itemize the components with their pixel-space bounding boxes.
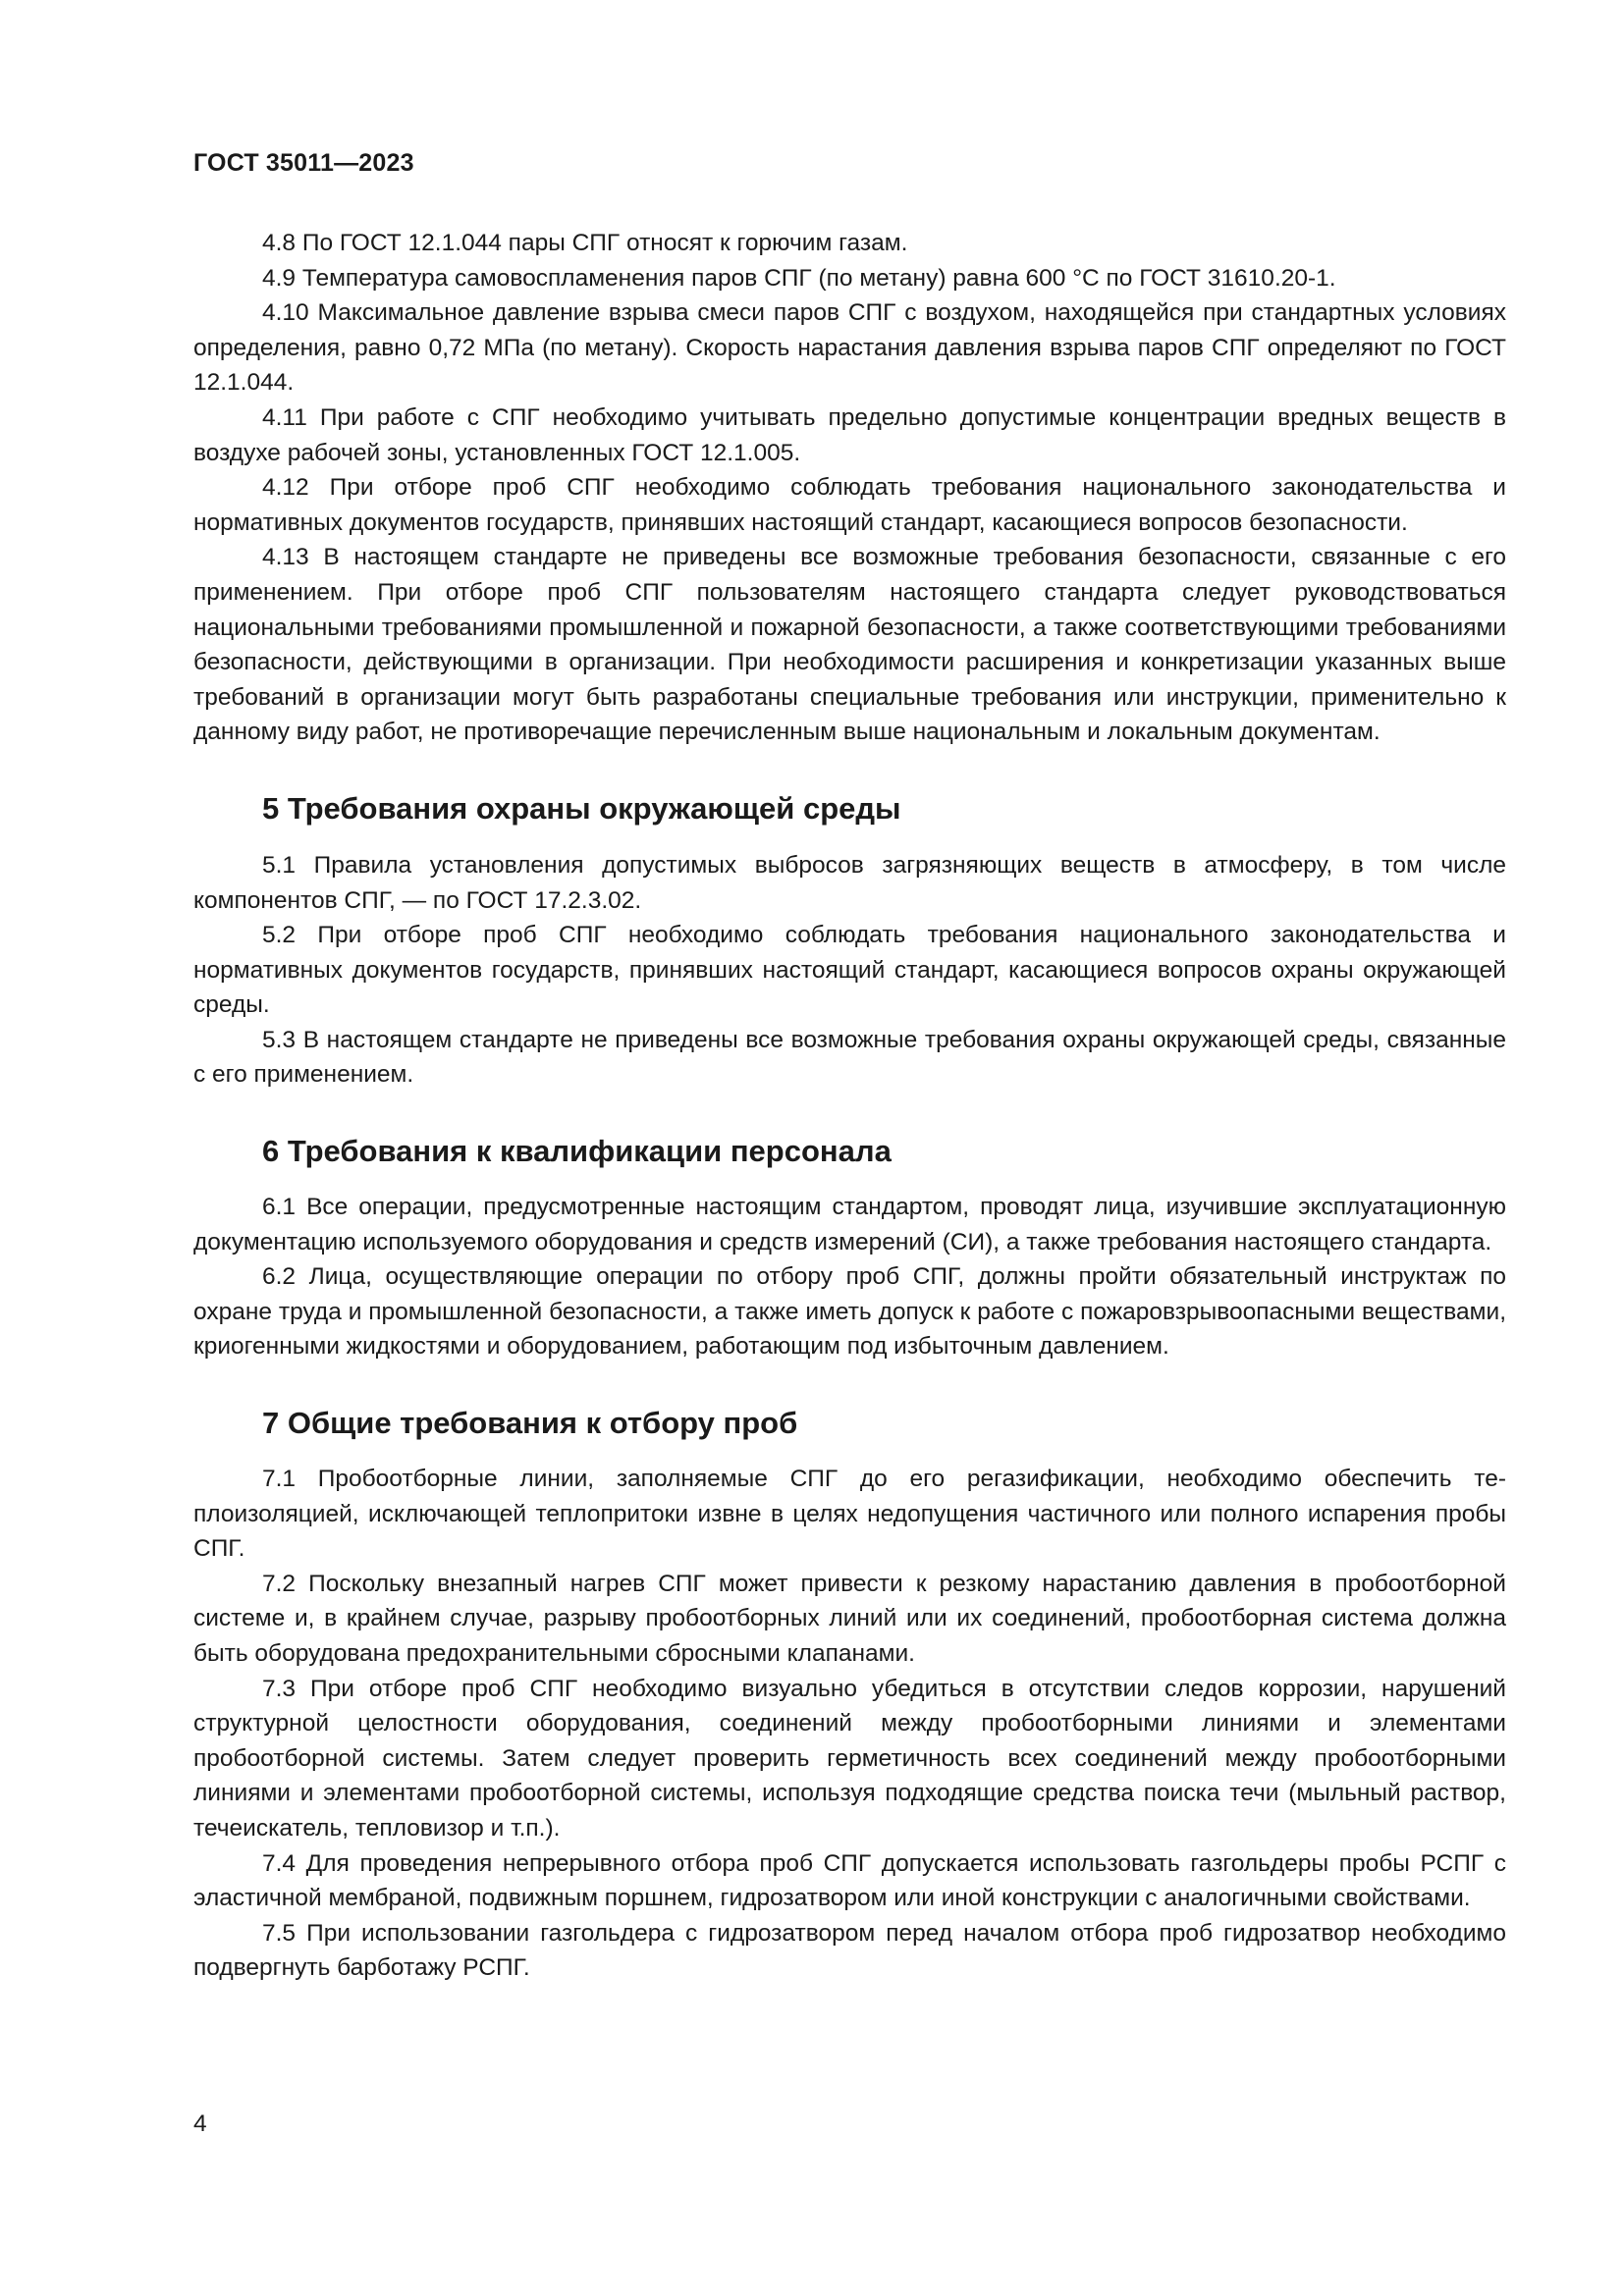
- paragraph-7-5: 7.5 При использовании газгольдера с гидрозатвором перед началом отбора проб гидрозатвор необходимо подвергнуть барботажу РСПГ.: [193, 1919, 1506, 1982]
- paragraph-6-2: 6.2 Лица, осуществляющие операции по отбору проб СПГ, должны пройти обязательный инструктаж по охране труда и промышленной безопасности, а также иметь допуск к работе с пожаровзрывоопасными веществами, криогенными жидкостями и оборудованием, работающим под избыточным давлением.: [193, 1263, 1506, 1361]
- paragraph-5-1: 5.1 Правила установления допустимых выбросов загрязняющих веществ в атмосферу, в том числе компонентов СПГ, — по ГОСТ 17.2.3.02.: [193, 851, 1506, 914]
- paragraph-7-4: 7.4 Для проведения непрерывного отбора проб СПГ допускается использовать газгольдеры пробы РСПГ с эластичной мембраной, подвижным поршнем, гидрозатвором или иной конструкции с аналогичными свойствами.: [193, 1849, 1506, 1912]
- paragraph-4-13: 4.13 В настоящем стандарте не приведены все возможные требования безопасности, связанные с его применением. При отборе проб СПГ пользователям настоящего стандарта следует руководствоваться национальными требованиями промышленной и пожарной безопасности, а также соответствующими требованиями безопасности, действующими в организации. При необходимости расширения и конкретизации указанных выше требований в организации могут быть разработаны специальные требования или инструкции, применительно к данному виду работ, не противоречащие перечисленным выше национальным и локальным документам.: [193, 544, 1506, 746]
- paragraph-6-1: 6.1 Все операции, предусмотренные настоящим стандартом, проводят лица, изучившие эксплуатационную документацию используемого оборудования и средств измерений (СИ), а также требования настоящего стандарта.: [193, 1194, 1506, 1255]
- section-6-heading: 6 Требования к квалификации персонала: [262, 1134, 892, 1169]
- section-5-heading: 5 Требования охраны окружающей среды: [262, 790, 901, 826]
- paragraph-7-3: 7.3 При отборе проб СПГ необходимо визуально убедиться в отсутствии следов коррозии, нарушений структурной целостности оборудования, соединений между пробоотборными линиями и элементами пробоотборной системы. Затем следует проверить герметичность всех соединений между пробоотборными линиями и элементами пробоотборной системы, используя подходящие средства поиска течи (мыльный раствор, течеискатель, тепловизор и т.п.).: [193, 1675, 1506, 1842]
- page-number: 4: [193, 2110, 207, 2137]
- paragraph-4-11: 4.11 При работе с СПГ необходимо учитывать предельно допустимые концентрации вредных веществ в воздухе рабочей зоны, установленных ГОСТ 12.1.005.: [193, 403, 1506, 466]
- paragraph-4-8: 4.8 По ГОСТ 12.1.044 пары СПГ относят к горючим газам.: [262, 230, 908, 256]
- document-body: [193, 226, 1506, 1986]
- paragraph-4-9: 4.9 Температура самовоспламенения паров СПГ (по метану) равна 600 °С по ГОСТ 31610.20-1.: [262, 264, 1336, 292]
- paragraph-7-2: 7.2 Поскольку внезапный нагрев СПГ может привести к резкому нарастанию давления в пробоотборной системе и, в крайнем случае, разрыву пробоотборных линий или их соединений, пробоотборная система должна быть оборудована предохранительными сбросными клапанами.: [193, 1570, 1506, 1667]
- standard-code-header: ГОСТ 35011—2023: [193, 149, 414, 177]
- paragraph-7-1: 7.1 Пробоотборные линии, заполняемые СПГ до его регазификации, необходимо обеспечить теплоизоляцией, исключающей теплопритоки извне в целях недопущения частичного или полного испарения пробы СПГ.: [193, 1466, 1506, 1563]
- paragraph-4-10: 4.10 Максимальное давление взрыва смеси паров СПГ с воздухом, находящейся при стандартных условиях определения, равно 0,72 МПа (по метану). Скорость нарастания давления взрыва паров СПГ определяют по ГОСТ 12.1.044.: [193, 299, 1506, 397]
- section-7-heading: 7 Общие требования к отбору проб: [262, 1406, 798, 1441]
- paragraph-5-2: 5.2 При отборе проб СПГ необходимо соблюдать требования национального законодательства и нормативных документов государств, принявших настоящий стандарт, касающиеся вопросов охраны окружающей среды.: [193, 922, 1506, 1019]
- paragraph-4-12: 4.12 При отборе проб СПГ необходимо соблюдать требования национального законодательства и нормативных документов государств, принявших настоящий стандарт, касающиеся вопросов безопасности.: [193, 474, 1506, 536]
- paragraph-5-3: 5.3 В настоящем стандарте не приведены все возможные требования охраны окружающей среды, связанные с его применением.: [193, 1026, 1506, 1089]
